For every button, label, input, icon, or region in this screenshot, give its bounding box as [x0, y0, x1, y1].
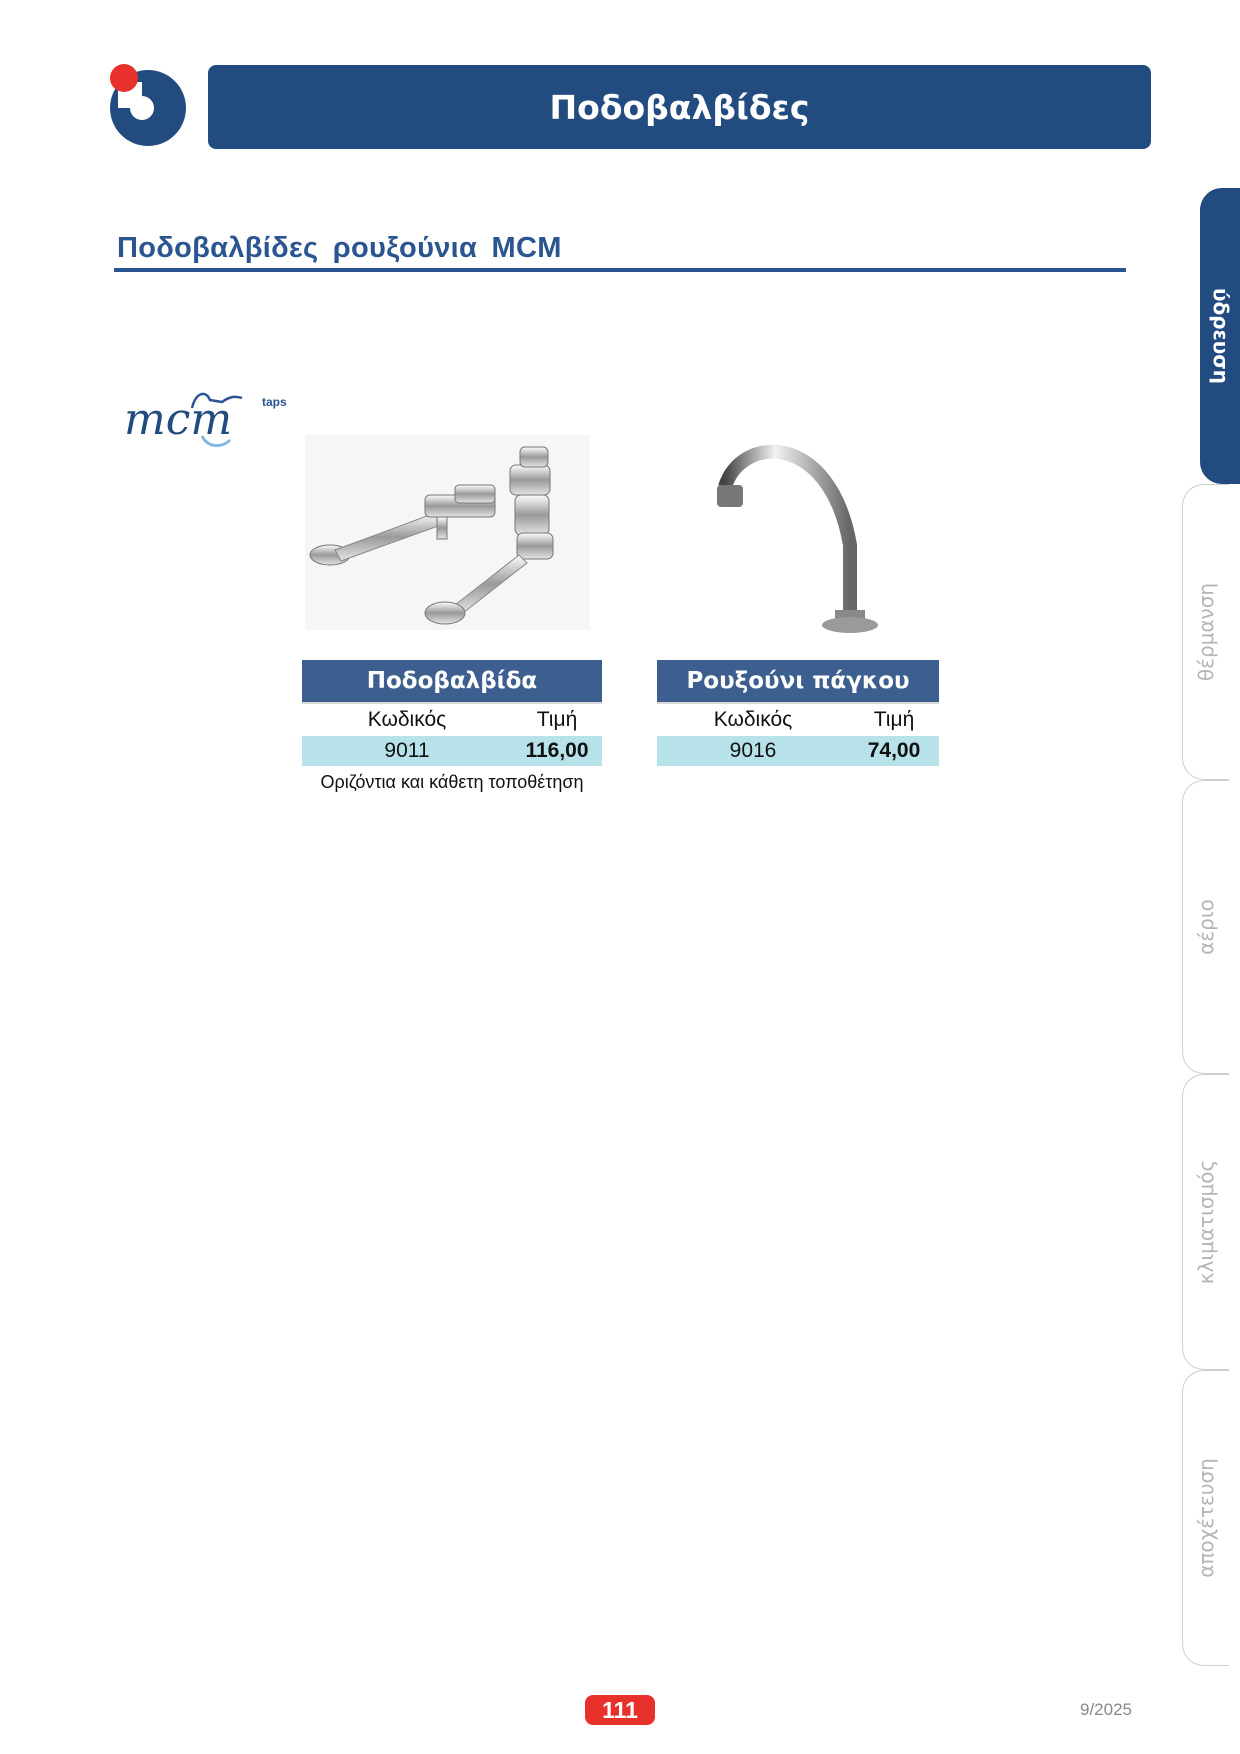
table-row	[302, 736, 602, 766]
side-tab-gas[interactable]	[1182, 780, 1229, 1074]
side-tab-heating[interactable]	[1182, 484, 1229, 780]
side-tab-drainage[interactable]	[1182, 1370, 1229, 1666]
table-row	[657, 736, 939, 766]
product-code: 9011	[384, 739, 430, 762]
edition-date: 9/2025	[1080, 1700, 1132, 1719]
company-logo	[104, 62, 188, 148]
product-name: Ρουξούνι πάγκου	[657, 660, 939, 704]
side-tab-air-conditioning[interactable]	[1182, 1074, 1229, 1370]
mcm-brand-logo	[122, 382, 292, 452]
product-price: 74,00	[867, 739, 921, 762]
product-note: Οριζόντια και κάθετη τοποθέτηση	[320, 772, 584, 792]
section-divider	[114, 268, 1126, 272]
table-column-headers	[657, 704, 939, 736]
product-price: 116,00	[525, 739, 589, 762]
page-number: 111	[585, 1695, 655, 1725]
side-tab-label: θέρμανση	[1194, 582, 1218, 682]
column-price-label: Τιμή	[873, 708, 915, 731]
brand-logo-text: mcm	[124, 394, 233, 445]
foot-valve-image	[305, 435, 590, 630]
column-code-label: Κωδικός	[713, 708, 793, 731]
page-title: Ποδοβαλβίδες	[549, 87, 810, 127]
column-price-label: Τιμή	[536, 708, 578, 731]
brand-logo-sub: taps	[262, 395, 287, 409]
section-title: Ποδοβαλβίδες ρουξούνια MCM	[117, 232, 562, 264]
product-code: 9016	[729, 739, 777, 762]
side-tab-label: ύδρευση	[1209, 287, 1234, 385]
counter-faucet-image	[700, 435, 900, 635]
side-tab-label: αέριο	[1194, 899, 1219, 955]
side-tab-label: κλιματισμός	[1194, 1159, 1219, 1285]
page-header	[208, 65, 1151, 149]
table-column-headers	[302, 704, 602, 736]
product-table-counter-faucet	[657, 660, 939, 766]
side-tab-water-supply[interactable]	[1200, 188, 1240, 484]
product-table-foot-valve	[302, 660, 602, 766]
product-name: Ποδοβαλβίδα	[302, 660, 602, 704]
side-tab-label: αποχέτευση	[1194, 1458, 1219, 1578]
column-code-label: Κωδικός	[367, 708, 447, 731]
